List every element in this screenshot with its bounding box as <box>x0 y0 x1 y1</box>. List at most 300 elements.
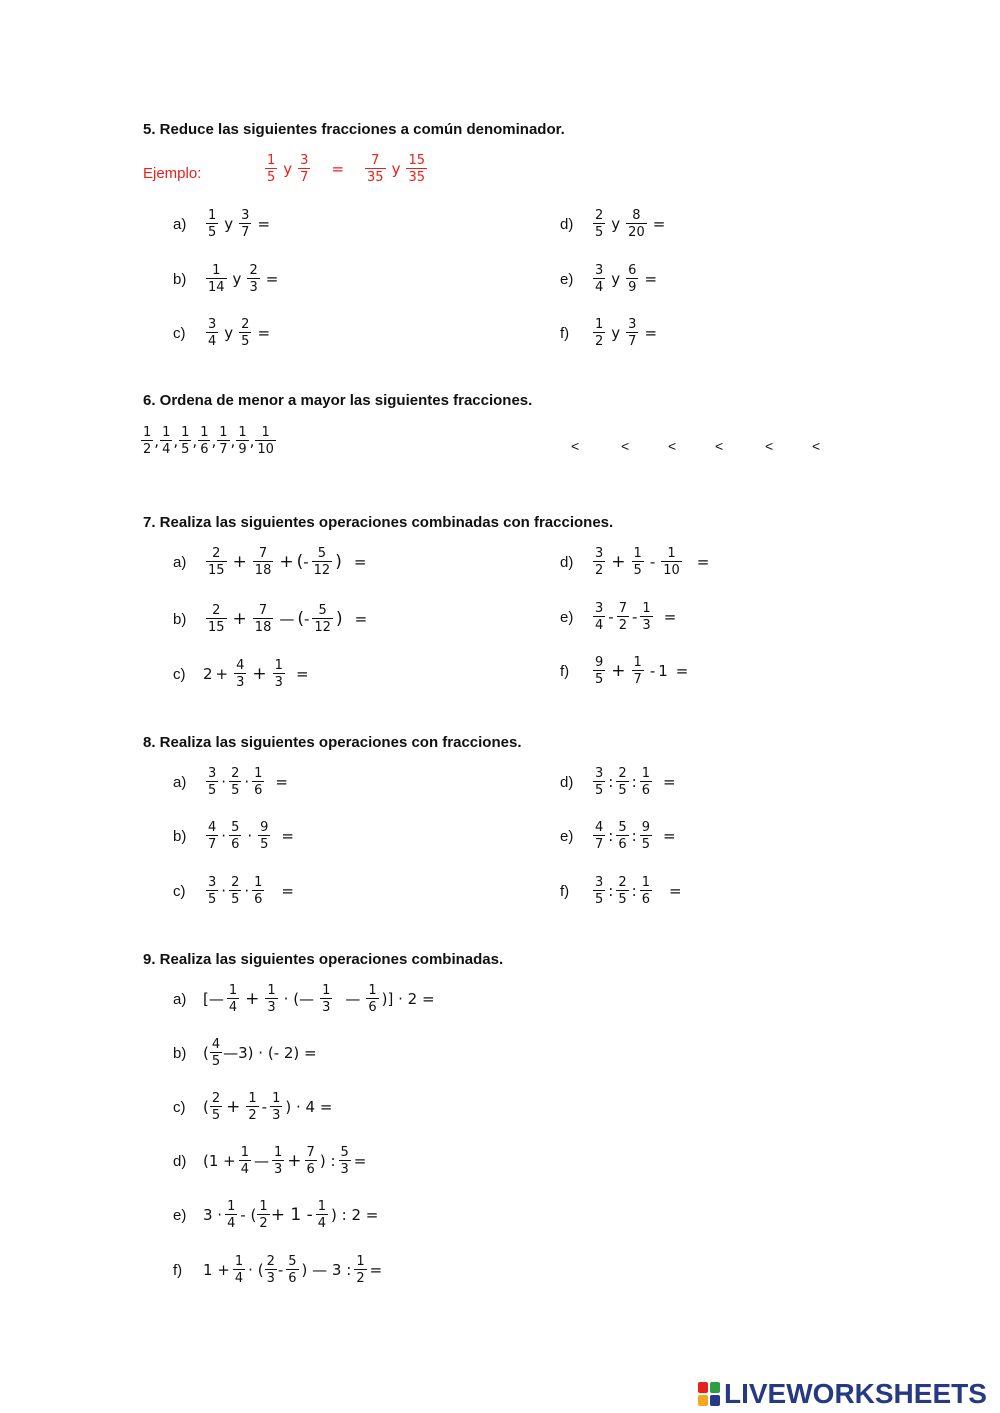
operator: + <box>611 661 626 681</box>
numerator: 7 <box>258 603 268 618</box>
numerator: 1 <box>234 1254 244 1269</box>
numerator: 1 <box>274 658 283 673</box>
denominator: 7 <box>300 170 309 185</box>
example-label: Ejemplo: <box>143 165 202 182</box>
operator: = <box>257 215 271 233</box>
fraction <box>236 425 248 457</box>
numerator: 1 <box>317 1199 326 1214</box>
numerator: 1 <box>368 983 377 998</box>
denominator: 3 <box>236 675 245 690</box>
denominator: 7 <box>241 225 250 240</box>
denominator: 3 <box>274 1162 283 1177</box>
item-label: f) <box>173 1261 183 1279</box>
operator: = <box>644 270 658 288</box>
operator: ( <box>297 609 304 629</box>
fraction <box>593 546 605 578</box>
numerator: 4 <box>208 820 217 835</box>
denominator: 6 <box>641 892 650 907</box>
item-label: e) <box>560 608 574 626</box>
s6-fraction-list <box>140 425 277 457</box>
denominator: 4 <box>234 1271 244 1286</box>
item-label: b) <box>173 827 187 845</box>
denominator: 6 <box>231 837 240 852</box>
s9-item-b <box>173 1037 317 1069</box>
numerator: 2 <box>212 546 221 561</box>
item-label: b) <box>173 1044 187 1062</box>
denominator: 6 <box>306 1162 315 1177</box>
numerator: 3 <box>595 766 604 781</box>
numerator: 3 <box>628 317 637 332</box>
operator: ) — 3 : <box>301 1261 352 1279</box>
denominator: 4 <box>162 442 171 457</box>
operator: · <box>221 827 227 845</box>
example-expression <box>262 153 430 185</box>
numerator: 5 <box>340 1145 349 1160</box>
denominator: 5 <box>267 170 276 185</box>
fraction <box>253 546 274 578</box>
fraction <box>632 546 644 578</box>
numerator: 2 <box>266 1254 275 1269</box>
numerator: 3 <box>208 766 217 781</box>
fraction <box>247 263 259 295</box>
numerator: 1 <box>248 1091 257 1106</box>
numerator: 4 <box>236 658 245 673</box>
operator: , <box>173 432 179 450</box>
fraction <box>298 153 310 185</box>
fraction <box>365 153 386 185</box>
fraction <box>661 546 682 578</box>
fraction <box>141 425 153 457</box>
operator: — <box>254 1152 270 1170</box>
operator: = <box>652 215 666 233</box>
item-label: a) <box>173 215 187 233</box>
operator: : <box>608 773 614 791</box>
fraction <box>593 317 605 349</box>
numerator: 2 <box>211 1091 221 1106</box>
denominator: 5 <box>641 837 650 852</box>
operator: + 1 - <box>270 1205 313 1225</box>
fraction <box>217 425 229 457</box>
s8-item-b <box>173 820 297 852</box>
fraction <box>593 208 605 240</box>
denominator: 5 <box>618 783 627 798</box>
numerator: 3 <box>595 263 604 278</box>
fraction <box>252 875 264 907</box>
denominator: 5 <box>260 837 269 852</box>
denominator: 2 <box>618 618 627 633</box>
denominator: 15 <box>208 563 225 578</box>
s9-item-e <box>173 1199 378 1231</box>
numerator: 2 <box>241 317 250 332</box>
operator: : <box>631 773 637 791</box>
s7-item-f <box>560 655 691 687</box>
numerator: 1 <box>642 601 651 616</box>
numerator: 1 <box>227 1199 236 1214</box>
denominator: 2 <box>143 442 152 457</box>
liveworksheets-logo <box>698 1378 987 1410</box>
item-label: a) <box>173 773 187 791</box>
fraction <box>406 153 427 185</box>
denominator: 4 <box>240 1162 250 1177</box>
operator: 1 <box>658 662 668 680</box>
fraction <box>210 1091 222 1123</box>
operator: + <box>245 989 260 1009</box>
operator: y <box>283 160 293 178</box>
denominator: 7 <box>628 334 637 349</box>
s5-item-f <box>560 317 660 349</box>
fraction <box>617 601 629 633</box>
numerator: 1 <box>181 425 190 440</box>
item-label: d) <box>560 773 574 791</box>
numerator: 1 <box>267 153 276 168</box>
denominator: 3 <box>322 1000 331 1015</box>
denominator: 10 <box>257 442 274 457</box>
operator: = <box>354 610 368 628</box>
fraction <box>366 983 378 1015</box>
numerator: 1 <box>219 425 228 440</box>
denominator: 3 <box>642 618 651 633</box>
numerator: 7 <box>258 546 268 561</box>
fraction <box>253 603 274 635</box>
fraction <box>616 820 628 852</box>
operator: y <box>611 215 621 233</box>
fraction <box>593 655 605 687</box>
numerator: 1 <box>240 1145 250 1160</box>
numerator: 7 <box>306 1145 315 1160</box>
numerator: 1 <box>322 983 331 998</box>
numerator: 15 <box>408 153 426 168</box>
numerator: 2 <box>231 766 240 781</box>
item-label: e) <box>560 827 574 845</box>
logo-text: LIVEWORKSHEETS <box>724 1378 987 1409</box>
operator: , <box>230 432 236 450</box>
fraction <box>179 425 191 457</box>
operator: = <box>281 882 294 900</box>
numerator: 6 <box>628 263 637 278</box>
operator: + <box>215 665 229 683</box>
fraction <box>339 1145 351 1177</box>
operator: ) : <box>319 1152 336 1170</box>
item-label: a) <box>173 990 187 1008</box>
operator: y <box>224 324 234 342</box>
numerator: 1 <box>254 766 263 781</box>
numerator: 5 <box>318 603 327 618</box>
denominator: 3 <box>267 1000 276 1015</box>
numerator: 2 <box>595 208 604 223</box>
numerator: 3 <box>595 601 604 616</box>
fraction <box>305 1145 317 1177</box>
operator: 2 <box>203 665 213 683</box>
s9-item-f <box>173 1254 382 1286</box>
s7-item-c <box>173 658 312 690</box>
fraction <box>616 875 628 907</box>
operator: - ( <box>240 1206 257 1224</box>
operator: · <box>247 827 253 845</box>
numerator: 1 <box>228 983 238 998</box>
operator: y <box>224 215 234 233</box>
operator: , <box>249 432 255 450</box>
operator: ) : 2 = <box>331 1206 379 1224</box>
numerator: 1 <box>641 875 650 890</box>
s9-item-c <box>173 1091 332 1123</box>
denominator: 9 <box>628 280 637 295</box>
numerator: 1 <box>633 546 642 561</box>
operator: = <box>675 662 689 680</box>
operator: ( <box>296 552 304 572</box>
denominator: 7 <box>595 837 604 852</box>
numerator: 3 <box>595 875 604 890</box>
fraction <box>246 1091 258 1123</box>
fraction <box>206 603 227 635</box>
operator: = <box>331 160 345 178</box>
numerator: 4 <box>595 820 604 835</box>
fraction <box>206 766 218 798</box>
s7-item-e <box>560 601 679 633</box>
less-than-3: < <box>668 438 677 454</box>
operator: : <box>631 827 637 845</box>
numerator: 1 <box>356 1254 365 1269</box>
denominator: 10 <box>663 563 680 578</box>
fraction <box>239 317 251 349</box>
item-label: c) <box>173 882 186 900</box>
operator: = <box>275 773 288 791</box>
denominator: 3 <box>249 280 258 295</box>
denominator: 12 <box>313 563 331 578</box>
fraction <box>354 1254 366 1286</box>
numerator: 1 <box>667 546 676 561</box>
operator: - <box>649 553 656 571</box>
section-5-title: 5. Reduce las siguientes fracciones a común denominador. <box>143 121 565 138</box>
operator: = <box>295 665 309 683</box>
fraction <box>626 208 647 240</box>
operator: [— <box>203 990 224 1008</box>
item-label: b) <box>173 610 187 628</box>
s8-item-e <box>560 820 679 852</box>
numerator: 3 <box>208 317 217 332</box>
denominator: 6 <box>618 837 627 852</box>
numerator: 9 <box>595 655 604 670</box>
numerator: 1 <box>143 425 152 440</box>
operator: ( <box>203 1098 209 1116</box>
denominator: 2 <box>259 1216 268 1231</box>
logo-icon <box>698 1382 720 1406</box>
less-than-6: < <box>812 438 821 454</box>
operator: — <box>279 610 295 628</box>
denominator: 4 <box>228 1000 238 1015</box>
denominator: 5 <box>231 892 240 907</box>
numerator: 3 <box>300 153 309 168</box>
denominator: 5 <box>595 672 604 687</box>
operator: - <box>303 610 310 628</box>
item-label: d) <box>560 215 574 233</box>
operator: - <box>608 608 614 626</box>
numerator: 1 <box>641 766 650 781</box>
fraction <box>239 208 251 240</box>
denominator: 3 <box>272 1108 281 1123</box>
fraction <box>233 1254 245 1286</box>
numerator: 3 <box>241 208 250 223</box>
s5-item-b <box>173 263 281 295</box>
s9-item-a <box>173 983 435 1015</box>
operator: = <box>353 553 367 571</box>
fraction <box>198 425 210 457</box>
denominator: 5 <box>633 563 642 578</box>
s5-item-e <box>560 263 660 295</box>
fraction <box>312 546 333 578</box>
s8-item-c <box>173 875 297 907</box>
numerator: 9 <box>641 820 650 835</box>
operator: - <box>631 608 638 626</box>
denominator: 14 <box>208 280 225 295</box>
s7-item-d <box>560 546 712 578</box>
denominator: 12 <box>314 620 331 635</box>
operator: · <box>221 773 227 791</box>
operator: = <box>662 827 676 845</box>
s5-item-a <box>173 208 273 240</box>
operator: 1 + <box>203 1261 230 1279</box>
denominator: 4 <box>208 334 217 349</box>
less-than-1: < <box>571 438 580 454</box>
denominator: 4 <box>227 1216 236 1231</box>
less-than-4: < <box>715 438 724 454</box>
fraction <box>265 983 277 1015</box>
s8-item-f <box>560 875 685 907</box>
item-label: d) <box>560 553 574 571</box>
fraction <box>206 875 218 907</box>
fraction <box>206 546 227 578</box>
operator: 3 · <box>203 1206 223 1224</box>
s5-item-c <box>173 317 273 349</box>
numerator: 4 <box>211 1037 221 1052</box>
numerator: 1 <box>267 983 276 998</box>
fraction <box>206 820 218 852</box>
operator: , <box>211 432 217 450</box>
item-label: d) <box>173 1152 187 1170</box>
fraction <box>227 983 239 1015</box>
numerator: 5 <box>288 1254 297 1269</box>
item-label: c) <box>173 665 186 683</box>
fraction <box>593 766 605 798</box>
operator: · <box>244 773 250 791</box>
denominator: 5 <box>211 1054 221 1069</box>
operator: + <box>226 1097 241 1117</box>
fraction <box>626 317 638 349</box>
operator: ) <box>335 609 343 629</box>
fraction <box>229 766 241 798</box>
item-label: f) <box>560 662 570 680</box>
item-label: a) <box>173 553 187 571</box>
operator: + <box>279 552 294 572</box>
denominator: 35 <box>367 170 384 185</box>
operator: = <box>696 553 710 571</box>
denominator: 3 <box>340 1162 349 1177</box>
operator: (1 + <box>203 1152 236 1170</box>
operator: , <box>154 432 160 450</box>
operator: · <box>221 882 227 900</box>
fraction <box>258 820 270 852</box>
numerator: 1 <box>261 425 270 440</box>
s5-item-d <box>560 208 668 240</box>
denominator: 15 <box>208 620 225 635</box>
fraction <box>252 766 264 798</box>
fraction <box>160 425 172 457</box>
fraction <box>225 1199 237 1231</box>
operator: = <box>668 882 682 900</box>
item-label: c) <box>173 324 186 342</box>
numerator: 3 <box>595 546 604 561</box>
fraction <box>593 601 605 633</box>
numerator: 5 <box>317 546 327 561</box>
denominator: 6 <box>200 442 209 457</box>
denominator: 6 <box>641 783 650 798</box>
fraction <box>316 1199 328 1231</box>
fraction <box>593 263 605 295</box>
fraction <box>229 875 241 907</box>
denominator: 18 <box>254 563 272 578</box>
denominator: 6 <box>368 1000 377 1015</box>
denominator: 4 <box>317 1216 326 1231</box>
numerator: 8 <box>632 208 641 223</box>
operator: : <box>608 882 614 900</box>
fraction <box>210 1037 222 1069</box>
operator: · ( <box>248 1261 264 1279</box>
fraction <box>234 658 246 690</box>
denominator: 5 <box>241 334 250 349</box>
denominator: 7 <box>633 672 642 687</box>
operator: + <box>287 1151 302 1171</box>
fraction <box>640 766 652 798</box>
operator: y <box>391 160 401 178</box>
numerator: 5 <box>231 820 240 835</box>
fraction <box>320 983 332 1015</box>
fraction <box>206 208 218 240</box>
section-9-title: 9. Realiza las siguientes operaciones combinadas. <box>143 951 504 968</box>
numerator: 1 <box>259 1199 268 1214</box>
numerator: 1 <box>212 263 221 278</box>
item-label: e) <box>560 270 574 288</box>
denominator: 5 <box>231 783 240 798</box>
fraction <box>640 601 652 633</box>
denominator: 5 <box>211 1108 221 1123</box>
operator: ) · 4 = <box>285 1098 333 1116</box>
numerator: 7 <box>371 153 380 168</box>
section-6-title: 6. Ordena de menor a mayor las siguientes fracciones. <box>143 392 533 409</box>
denominator: 9 <box>238 442 247 457</box>
denominator: 4 <box>595 280 604 295</box>
denominator: 6 <box>254 783 263 798</box>
s9-item-d <box>173 1145 366 1177</box>
denominator: 6 <box>254 892 263 907</box>
operator: · (— <box>283 990 315 1008</box>
fraction <box>206 263 227 295</box>
denominator: 5 <box>595 225 604 240</box>
denominator: 2 <box>595 334 604 349</box>
numerator: 5 <box>618 820 627 835</box>
fraction <box>593 820 605 852</box>
s8-item-d <box>560 766 679 798</box>
numerator: 1 <box>633 655 642 670</box>
operator: - <box>303 553 309 571</box>
less-than-5: < <box>765 438 774 454</box>
operator: = <box>265 270 279 288</box>
operator: - <box>277 1261 284 1279</box>
fraction <box>255 425 276 457</box>
numerator: 2 <box>212 603 221 618</box>
numerator: 2 <box>249 263 258 278</box>
operator: + <box>232 552 247 572</box>
denominator: 18 <box>254 620 272 635</box>
fraction <box>616 766 628 798</box>
